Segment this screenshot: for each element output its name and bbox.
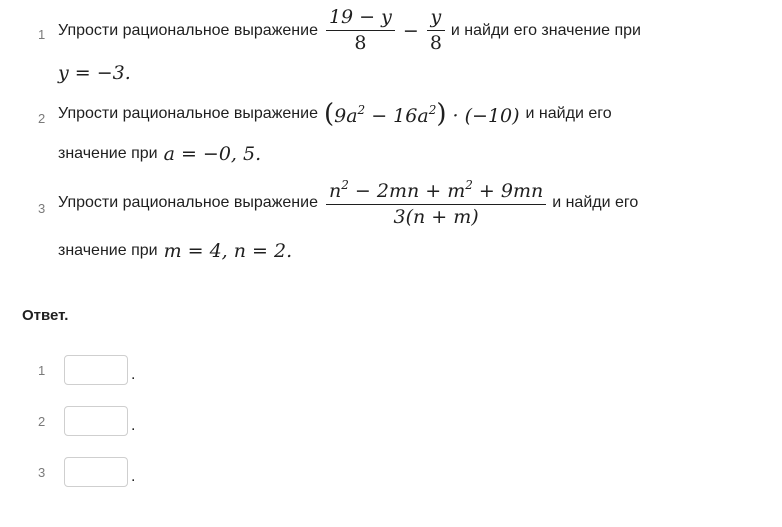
- close-paren: ): [436, 99, 447, 129]
- fraction-2: [427, 8, 445, 53]
- answer-row: [38, 457, 135, 487]
- fraction-3-denominator: 3(n + m): [393, 206, 479, 228]
- question-2-value: a = −0, 5.: [163, 143, 262, 165]
- question-number: 3: [38, 201, 46, 216]
- question-2-prefix: Упрости рациональное выражение: [58, 105, 318, 122]
- fraction-1-numerator: 19 − y: [328, 6, 392, 28]
- fraction-3: [326, 179, 546, 227]
- question-number: 2: [38, 111, 46, 126]
- expression-2: [324, 101, 520, 127]
- answer-input-3[interactable]: [64, 457, 128, 487]
- fraction-2-numerator: y: [430, 6, 442, 28]
- question-2-line-1: [58, 101, 612, 127]
- question-2-suffix: и найди его: [525, 105, 612, 122]
- question-number: 1: [38, 27, 46, 42]
- fraction-2-denominator: 8: [429, 32, 442, 54]
- question-1-value: y = −3.: [58, 62, 131, 84]
- fraction-1-denominator: 8: [354, 32, 367, 54]
- question-1-suffix: и найди его значение при: [450, 21, 641, 39]
- question-3-prefix: Упрости рациональное выражение: [58, 194, 318, 211]
- fraction-1: [326, 8, 395, 53]
- answer-row: [38, 355, 135, 385]
- open-paren: (: [323, 99, 335, 129]
- answer-row: [38, 406, 135, 436]
- answer-number: 3: [38, 464, 46, 480]
- answer-number: 2: [38, 413, 46, 429]
- question-3-line-1: [58, 179, 638, 227]
- question-1-line-2: [58, 62, 131, 84]
- term-2: − 16a: [365, 105, 429, 127]
- answer-dot: .: [131, 366, 136, 383]
- exponent: 2: [428, 103, 437, 117]
- answer-input-2[interactable]: [64, 406, 128, 436]
- answer-label: Ответ.: [22, 307, 69, 324]
- question-3-line-2: [58, 240, 292, 262]
- answer-dot: .: [131, 417, 136, 434]
- question-1-line-1: [58, 8, 641, 53]
- question-3-suffix: и найди его: [552, 194, 639, 211]
- question-3-line2-text: значение при: [58, 242, 158, 259]
- question-2-line2-text: значение при: [58, 145, 158, 162]
- term-1: 9a: [334, 105, 358, 127]
- answer-number: 1: [38, 362, 46, 378]
- exponent: 2: [357, 103, 366, 117]
- minus-operator: −: [402, 19, 419, 42]
- answer-input-1[interactable]: [64, 355, 128, 385]
- question-2-line-2: [58, 143, 261, 165]
- fraction-3-numerator: $n^2 - 2mn + m^2 + 9mn$: [328, 178, 544, 202]
- multiplier: · (−10): [446, 105, 520, 127]
- answer-dot: .: [131, 468, 136, 485]
- question-3-value: m = 4, n = 2.: [163, 240, 293, 262]
- question-1-prefix: Упрости рациональное выражение: [58, 21, 318, 39]
